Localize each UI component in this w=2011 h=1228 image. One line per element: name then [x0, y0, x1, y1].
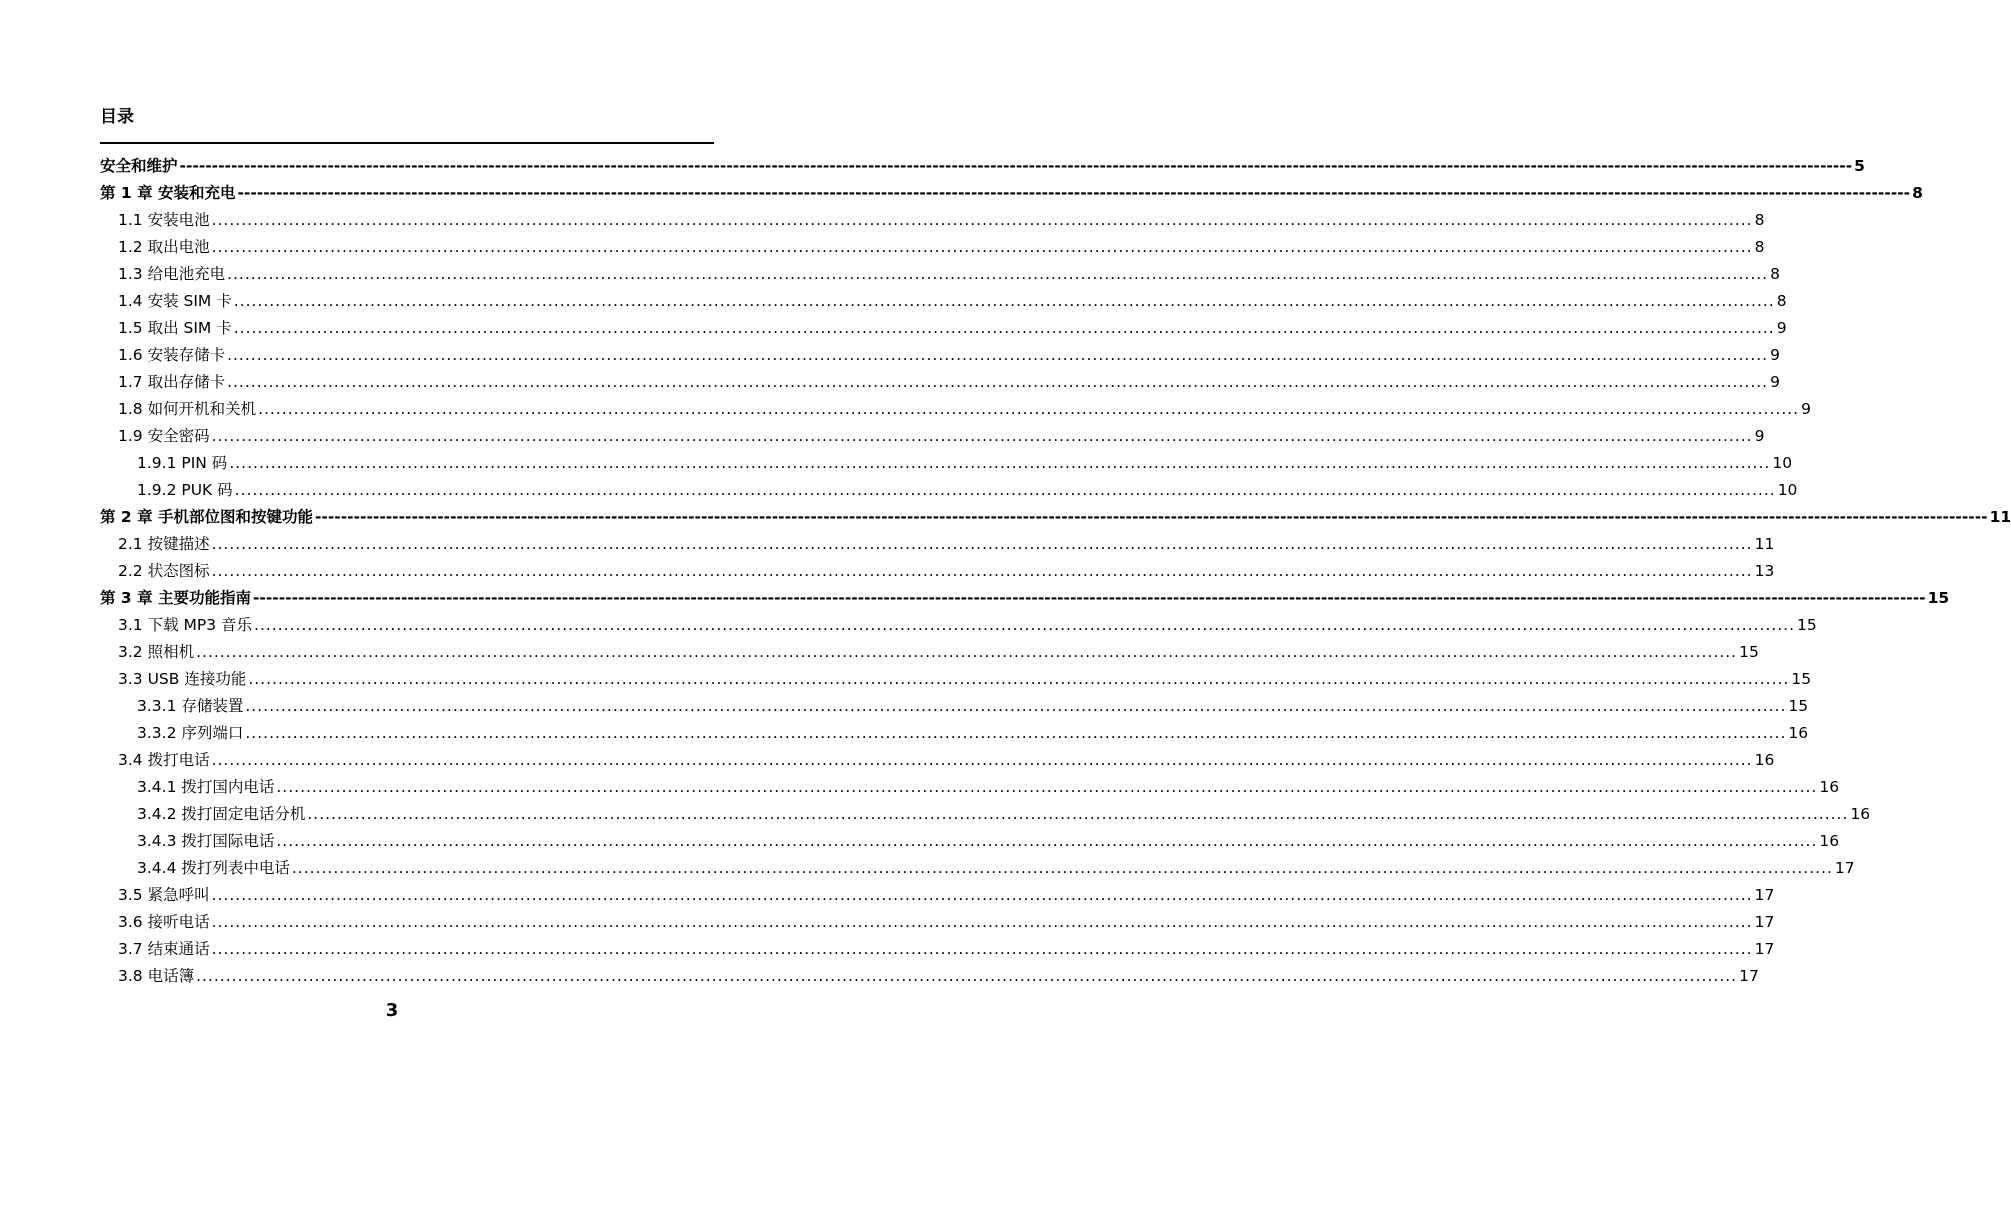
- toc-entry[interactable]: [100, 855, 1855, 882]
- toc-entry-page: 15: [1791, 670, 1812, 688]
- toc-entry-title: 3.3.1 存储装置: [137, 697, 244, 715]
- toc-entry[interactable]: [100, 342, 1780, 369]
- toc-entry[interactable]: [100, 369, 1780, 396]
- toc-entry[interactable]: [100, 396, 1811, 423]
- toc-entry-title: 3.1 下载 MP3 音乐: [118, 616, 253, 634]
- toc-entry-title: 1.2 取出电池: [118, 238, 210, 256]
- toc-entry-title: 3.4.1 拨打国内电话: [137, 778, 275, 796]
- toc-entry-page: 9: [1770, 373, 1780, 391]
- dot-leader: ....................................................................................................................................................................................................................................................................: [307, 805, 1849, 823]
- page-number: 3: [385, 1000, 399, 1021]
- toc-entry-title: 3.7 结束通话: [118, 940, 210, 958]
- toc-entry[interactable]: [100, 531, 1775, 558]
- toc-entry-title: 1.9.1 PIN 码: [137, 454, 228, 472]
- dot-leader: ....................................................................................................................................................................................................................................................................: [196, 967, 1738, 985]
- toc-entry-page: 9: [1801, 400, 1811, 418]
- toc-entry-page: 15: [1788, 697, 1809, 715]
- toc-entry[interactable]: [100, 180, 1923, 207]
- dot-leader: ....................................................................................................................................................................................................................................................................: [245, 724, 1787, 742]
- toc-entry-page: 8: [1776, 292, 1787, 310]
- toc-entry-title: 第 2 章 手机部位图和按键功能: [100, 508, 313, 526]
- toc-entry-title: 3.4.2 拨打固定电话分机: [137, 805, 306, 823]
- table-of-contents: [100, 153, 2011, 990]
- dot-leader: ....................................................................................................................................................................................................................................................................: [234, 481, 1776, 499]
- toc-entry-page: 8: [1754, 238, 1765, 256]
- toc-entry-page: 11: [1754, 535, 1775, 553]
- dot-leader: ....................................................................................................................................................................................................................................................................: [211, 751, 1753, 769]
- toc-entry-title: 3.4.4 拨打列表中电话: [137, 859, 290, 877]
- toc-heading: 目录: [100, 107, 134, 127]
- dot-leader: ....................................................................................................................................................................................................................................................................: [211, 886, 1753, 904]
- toc-entry[interactable]: [100, 423, 1765, 450]
- toc-entry[interactable]: [100, 234, 1765, 261]
- toc-entry[interactable]: [100, 585, 1950, 612]
- toc-entry-title: 3.6 接听电话: [118, 913, 210, 931]
- dot-leader: ....................................................................................................................................................................................................................................................................: [227, 346, 1769, 364]
- toc-entry-title: 安全和维护: [100, 157, 178, 175]
- toc-entry-title: 1.7 取出存储卡: [118, 373, 226, 391]
- toc-entry-page: 10: [1777, 481, 1798, 499]
- toc-entry-title: 3.4.3 拨打国际电话: [137, 832, 275, 850]
- toc-entry-title: 第 3 章 主要功能指南: [100, 589, 251, 607]
- toc-entry-page: 9: [1776, 319, 1787, 337]
- toc-entry[interactable]: [100, 315, 1787, 342]
- toc-entry-page: 15: [1739, 643, 1759, 661]
- dot-leader: ....................................................................................................................................................................................................................................................................: [245, 697, 1787, 715]
- toc-entry-title: 1.6 安装存储卡: [118, 346, 226, 364]
- toc-entry[interactable]: [100, 747, 1775, 774]
- dot-leader: ....................................................................................................................................................................................................................................................................: [233, 292, 1775, 310]
- dot-leader: ....................................................................................................................................................................................................................................................................: [211, 427, 1753, 445]
- toc-entry[interactable]: [100, 801, 1871, 828]
- dot-leader: ....................................................................................................................................................................................................................................................................: [291, 859, 1833, 877]
- toc-entry-title: 1.3 给电池充电: [118, 265, 226, 283]
- dot-leader: --------------------------------------------------------------------------------------------------------------------------------------------------------------------------------------------------------------------------------------------------------------------: [237, 184, 1911, 202]
- dot-leader: ....................................................................................................................................................................................................................................................................: [229, 454, 1771, 472]
- toc-entry-page: 17: [1754, 913, 1775, 931]
- toc-entry[interactable]: [100, 909, 1775, 936]
- toc-entry[interactable]: [100, 666, 1812, 693]
- toc-entry-title: 3.3.2 序列端口: [137, 724, 244, 742]
- toc-entry[interactable]: [100, 504, 2011, 531]
- toc-entry-page: 16: [1754, 751, 1775, 769]
- toc-entry-title: 1.4 安装 SIM 卡: [118, 292, 232, 310]
- heading-divider: [100, 142, 714, 144]
- dot-leader: ....................................................................................................................................................................................................................................................................: [248, 670, 1790, 688]
- toc-entry-page: 16: [1819, 778, 1840, 796]
- dot-leader: --------------------------------------------------------------------------------------------------------------------------------------------------------------------------------------------------------------------------------------------------------------------: [179, 157, 1853, 175]
- toc-entry-page: 17: [1834, 859, 1855, 877]
- toc-entry-title: 3.8 电话簿: [118, 967, 195, 985]
- toc-entry[interactable]: [100, 477, 1798, 504]
- toc-entry-page: 5: [1854, 157, 1865, 175]
- dot-leader: ....................................................................................................................................................................................................................................................................: [254, 616, 1796, 634]
- toc-entry[interactable]: [100, 693, 1809, 720]
- toc-entry-page: 8: [1770, 265, 1780, 283]
- toc-entry-title: 第 1 章 安装和充电: [100, 184, 236, 202]
- toc-entry-page: 10: [1772, 454, 1793, 472]
- toc-entry-title: 3.5 紧急呼叫: [118, 886, 210, 904]
- toc-entry-title: 1.8 如何开机和关机: [118, 400, 257, 418]
- toc-entry[interactable]: [100, 153, 1865, 180]
- toc-entry-page: 17: [1754, 886, 1775, 904]
- toc-entry[interactable]: [100, 963, 1759, 990]
- dot-leader: ....................................................................................................................................................................................................................................................................: [211, 535, 1753, 553]
- toc-entry-title: 3.3 USB 连接功能: [118, 670, 247, 688]
- toc-entry[interactable]: [100, 882, 1775, 909]
- toc-entry-page: 8: [1912, 184, 1923, 202]
- toc-entry[interactable]: [100, 639, 1759, 666]
- dot-leader: ....................................................................................................................................................................................................................................................................: [227, 373, 1769, 391]
- toc-entry-title: 1.9 安全密码: [118, 427, 210, 445]
- toc-entry-page: 17: [1739, 967, 1759, 985]
- toc-entry[interactable]: [100, 828, 1840, 855]
- dot-leader: --------------------------------------------------------------------------------------------------------------------------------------------------------------------------------------------------------------------------------------------------------------------: [314, 508, 1988, 526]
- toc-entry-title: 1.1 安装电池: [118, 211, 210, 229]
- toc-entry-title: 2.1 按键描述: [118, 535, 210, 553]
- dot-leader: ....................................................................................................................................................................................................................................................................: [276, 778, 1818, 796]
- toc-entry-title: 2.2 状态图标: [118, 562, 210, 580]
- toc-entry[interactable]: [100, 261, 1780, 288]
- toc-entry-title: 3.4 拨打电话: [118, 751, 210, 769]
- toc-entry[interactable]: [100, 558, 1775, 585]
- dot-leader: ....................................................................................................................................................................................................................................................................: [196, 643, 1738, 661]
- dot-leader: ....................................................................................................................................................................................................................................................................: [211, 913, 1753, 931]
- toc-entry-page: 15: [1927, 589, 1950, 607]
- toc-entry-page: 11: [1989, 508, 2011, 526]
- toc-entry-page: 8: [1754, 211, 1765, 229]
- toc-entry[interactable]: [100, 774, 1840, 801]
- toc-entry[interactable]: [100, 288, 1787, 315]
- toc-entry-page: 16: [1819, 832, 1840, 850]
- dot-leader: ....................................................................................................................................................................................................................................................................: [211, 238, 1753, 256]
- toc-entry[interactable]: [100, 450, 1793, 477]
- toc-entry-page: 17: [1754, 940, 1775, 958]
- toc-entry-title: 1.9.2 PUK 码: [137, 481, 233, 499]
- toc-entry-page: 15: [1797, 616, 1817, 634]
- dot-leader: --------------------------------------------------------------------------------------------------------------------------------------------------------------------------------------------------------------------------------------------------------------------: [252, 589, 1926, 607]
- toc-entry-page: 9: [1770, 346, 1780, 364]
- toc-entry-title: 1.5 取出 SIM 卡: [118, 319, 232, 337]
- dot-leader: ....................................................................................................................................................................................................................................................................: [211, 211, 1753, 229]
- toc-entry[interactable]: [100, 207, 1765, 234]
- dot-leader: ....................................................................................................................................................................................................................................................................: [227, 265, 1769, 283]
- toc-entry-page: 16: [1850, 805, 1871, 823]
- dot-leader: ....................................................................................................................................................................................................................................................................: [258, 400, 1800, 418]
- dot-leader: ....................................................................................................................................................................................................................................................................: [233, 319, 1775, 337]
- dot-leader: ....................................................................................................................................................................................................................................................................: [211, 940, 1753, 958]
- toc-entry-title: 3.2 照相机: [118, 643, 195, 661]
- toc-entry-page: 9: [1754, 427, 1765, 445]
- dot-leader: ....................................................................................................................................................................................................................................................................: [211, 562, 1753, 580]
- toc-entry-page: 16: [1788, 724, 1809, 742]
- toc-entry-page: 13: [1754, 562, 1775, 580]
- toc-entry[interactable]: [100, 612, 1817, 639]
- toc-entry[interactable]: [100, 936, 1775, 963]
- dot-leader: ....................................................................................................................................................................................................................................................................: [276, 832, 1818, 850]
- toc-entry[interactable]: [100, 720, 1809, 747]
